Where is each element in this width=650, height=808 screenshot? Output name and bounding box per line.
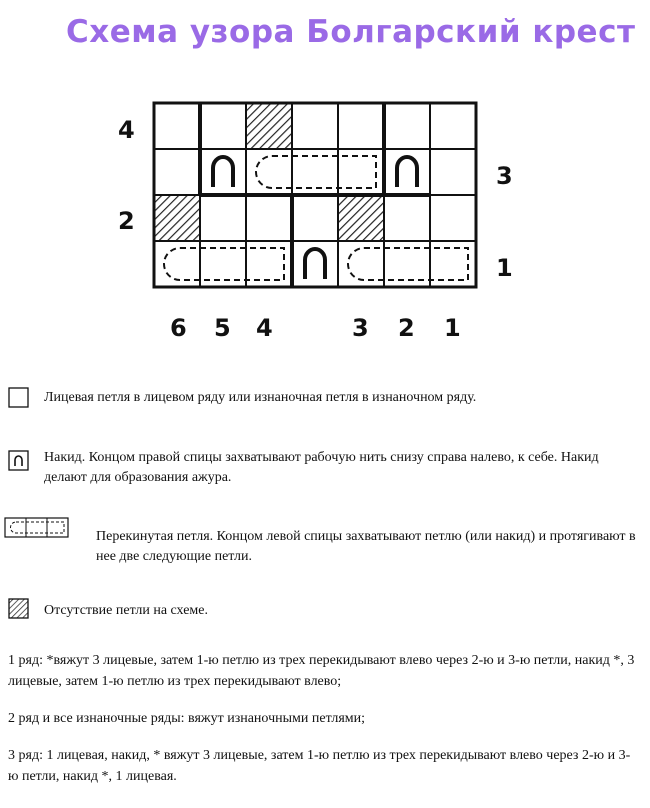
legend-item-knit: Лицевая петля в лицевом ряду или изнаночная петля в изнаночном ряду. [44,390,477,405]
instruction-text: 1 ряд: *вяжут 3 лицевые, затем 1-ю петлю из трех перекидывают влево через 2-ю и 3-ю петли, накид *, 3 лицевые, затем 1-ю петлю из трех перекидывают влево; [8,653,635,689]
instruction-row-1 [8,650,638,692]
pass-over-symbol [164,248,284,280]
yarn-over-symbol [397,157,417,187]
instruction-text: 2 ряд и все изнаночные ряды: вяжут изнаночными петлями; [8,711,365,726]
column-label-2: 2 [398,314,415,342]
yarn-over-icon [8,450,30,472]
column-label-4: 4 [256,314,273,342]
column-label-3: 3 [352,314,369,342]
no-stitch-cell [246,103,292,149]
repeat-boundaries [200,103,430,287]
row-label-1: 1 [496,254,513,282]
row-label-4: 4 [118,116,135,144]
legend-item-no-stitch: Отсутствие петли на схеме. [44,603,208,618]
pass-over-symbol [256,156,376,188]
legend-item-pass-over: Перекинутая петля. Концом левой спицы захватывают петлю (или накид) и протягивают в нее две следующие петли. [96,529,636,564]
pass-over-icon [4,517,70,539]
legend-item-yarn-over: Накид. Концом правой спицы захватывают рабочую нить снизу справа налево, к себе. Накид делают для образования ажура. [44,450,599,485]
page-title: Схема узора Болгарский крест [66,14,636,50]
row-label-2: 2 [118,207,135,235]
yarn-over-symbol [305,249,325,279]
instruction-row-3 [8,745,638,787]
empty-cell-icon [8,387,30,409]
pass-over-symbol [348,248,468,280]
knitting-chart [0,0,650,380]
column-label-5: 5 [214,314,231,342]
row-label-3: 3 [496,162,513,190]
instruction-text: 3 ряд: 1 лицевая, накид, * вяжут 3 лицевые, затем 1-ю петлю из трех перекидывают влево через 2-ю и 3-ю петли, накид *, 1 лицевая. [8,748,631,784]
no-stitch-cell [338,195,384,241]
no-stitch-cell [154,195,200,241]
no-stitch-icon [8,598,30,620]
yarn-over-symbol [213,157,233,187]
instruction-row-2 [8,708,638,729]
column-label-1: 1 [444,314,461,342]
column-label-6: 6 [170,314,187,342]
